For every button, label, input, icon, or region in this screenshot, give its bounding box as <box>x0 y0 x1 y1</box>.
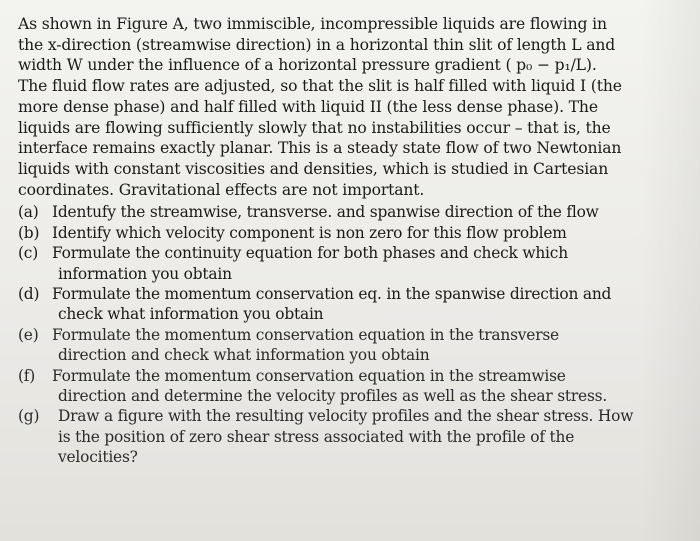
question-b <box>18 223 690 243</box>
question-list <box>18 202 690 467</box>
question-f <box>18 366 690 386</box>
question-text: Draw a figure with the resulting velocity profiles and the shear stress. How <box>58 407 634 426</box>
question-text: Formulate the momentum conservation eq. in the spanwise direction and <box>52 284 612 303</box>
question-label: (f) <box>18 366 36 385</box>
question-text: Identify which velocity component is non zero for this flow problem <box>52 223 567 242</box>
question-g-cont: velocities? <box>58 448 138 467</box>
question-text: Identufy the streamwise, transverse. and spanwise direction of the flow <box>52 203 599 222</box>
question-label: (c) <box>18 244 39 263</box>
question-label: (b) <box>18 223 40 242</box>
statement-line: liquids are flowing sufficiently slowly that no instabilities occur – that is, the <box>18 118 611 137</box>
question-label: (a) <box>18 203 39 222</box>
question-d-cont: check what information you obtain <box>58 305 324 324</box>
question-f-cont: direction and determine the velocity profiles as well as the shear stress. <box>58 386 608 405</box>
question-e-cont: direction and check what information you obtain <box>58 346 430 365</box>
problem-statement <box>18 14 690 200</box>
statement-line: coordinates. Gravitational effects are not important. <box>18 180 425 199</box>
question-text: Formulate the continuity equation for both phases and check which <box>52 244 568 263</box>
question-a <box>18 202 690 222</box>
question-text: Formulate the momentum conservation equation in the transverse <box>52 325 559 344</box>
question-label: (e) <box>18 325 39 344</box>
question-label: (d) <box>18 284 40 303</box>
statement-line: more dense phase) and half filled with liquid II (the less dense phase). The <box>18 97 598 116</box>
question-g <box>18 406 690 426</box>
problem-text <box>18 14 690 468</box>
statement-line: liquids with constant viscosities and densities, which is studied in Cartesian <box>18 159 609 178</box>
question-g-cont: is the position of zero shear stress associated with the profile of the <box>58 427 575 446</box>
statement-line: the x-direction (streamwise direction) in a horizontal thin slit of length L and <box>18 35 616 54</box>
question-label: (g) <box>18 407 40 426</box>
question-c-cont: information you obtain <box>58 264 232 283</box>
question-c <box>18 243 690 263</box>
statement-line: The fluid flow rates are adjusted, so that the slit is half filled with liquid I (the <box>18 77 622 96</box>
question-e <box>18 325 690 345</box>
question-d <box>18 284 690 304</box>
statement-line: width W under the influence of a horizontal pressure gradient ( p₀ − p₁/L). <box>18 56 597 75</box>
statement-line: interface remains exactly planar. This is a steady state flow of two Newtonian <box>18 139 622 158</box>
statement-line: As shown in Figure A, two immiscible, incompressible liquids are flowing in <box>18 15 607 33</box>
question-text: Formulate the momentum conservation equation in the streamwise <box>52 366 566 385</box>
